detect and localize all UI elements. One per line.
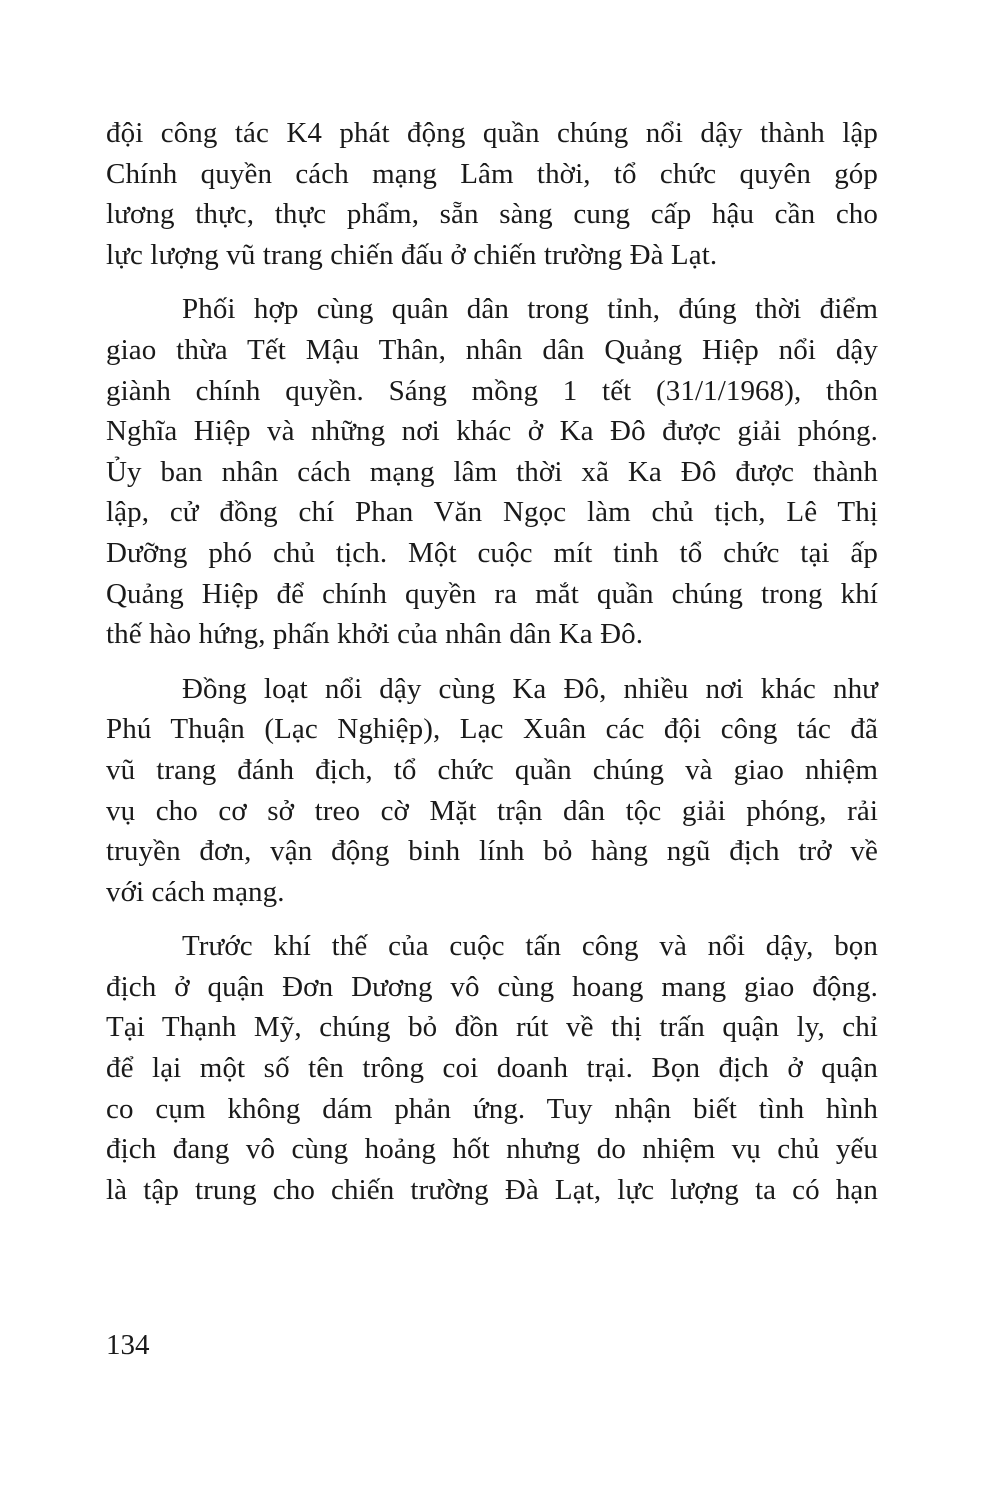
text-line: địch ở quận Đơn Dương vô cùng hoang mang giao động. [106,970,878,1003]
body-text [106,113,878,1210]
text-line: Phú Thuận (Lạc Nghiệp), Lạc Xuân các đội công tác đã [106,713,878,746]
paragraph-2 [106,289,878,654]
text-line: giao thừa Tết Mậu Thân, nhân dân Quảng Hiệp nổi dậy [106,333,878,366]
text-line: vụ cho cơ sở treo cờ Mặt trận dân tộc giải phóng, rải [106,794,878,827]
text-line: Tại Thạnh Mỹ, chúng bỏ đồn rút về thị trấn quận ly, chỉ [106,1011,878,1044]
text-line: giành chính quyền. Sáng mồng 1 tết (31/1/1968), thôn [106,374,878,407]
text-line: Chính quyền cách mạng Lâm thời, tổ chức quyên góp [106,157,878,190]
text-line: Dưỡng phó chủ tịch. Một cuộc mít tinh tổ chức tại ấp [106,536,878,569]
page-number: 134 [106,1329,150,1361]
text-line: địch đang vô cùng hoảng hốt nhưng do nhiệm vụ chủ yếu [106,1133,878,1166]
text-line: lực lượng vũ trang chiến đấu ở chiến trường Đà Lạt. [106,238,718,271]
text-line: truyền đơn, vận động binh lính bỏ hàng ngũ địch trở về [106,835,878,868]
text-line: Phối hợp cùng quân dân trong tỉnh, đúng thời điểm [182,293,878,326]
text-line: thế hào hứng, phấn khởi của nhân dân Ka Đô. [106,618,644,651]
text-line: vũ trang đánh địch, tổ chức quần chúng và giao nhiệm [106,753,878,786]
text-line: Nghĩa Hiệp và những nơi khác ở Ka Đô được giải phóng. [106,415,878,448]
text-line: lập, cử đồng chí Phan Văn Ngọc làm chủ tịch, Lê Thị [106,496,878,529]
text-line: lương thực, thực phẩm, sẵn sàng cung cấp hậu cần cho [106,198,878,231]
text-line: Trước khí thế của cuộc tấn công và nổi dậy, bọn [182,930,878,963]
text-line: co cụm không dám phản ứng. Tuy nhận biết tình hình [106,1092,878,1125]
paragraph-1 [106,113,878,275]
paragraph-4 [106,926,878,1210]
text-line: Quảng Hiệp để chính quyền ra mắt quần chúng trong khí [106,577,878,610]
text-line: đội công tác K4 phát động quần chúng nổi dậy thành lập [106,117,878,149]
text-line: là tập trung cho chiến trường Đà Lạt, lực lượng ta có hạn [106,1173,878,1206]
text-line: với cách mạng. [106,875,285,908]
text-line: Ủy ban nhân cách mạng lâm thời xã Ka Đô được thành [106,455,878,488]
paragraph-3 [106,669,878,913]
text-line: để lại một số tên trông coi doanh trại. Bọn địch ở quận [106,1052,878,1085]
text-line: Đồng loạt nổi dậy cùng Ka Đô, nhiều nơi khác như [182,672,878,705]
